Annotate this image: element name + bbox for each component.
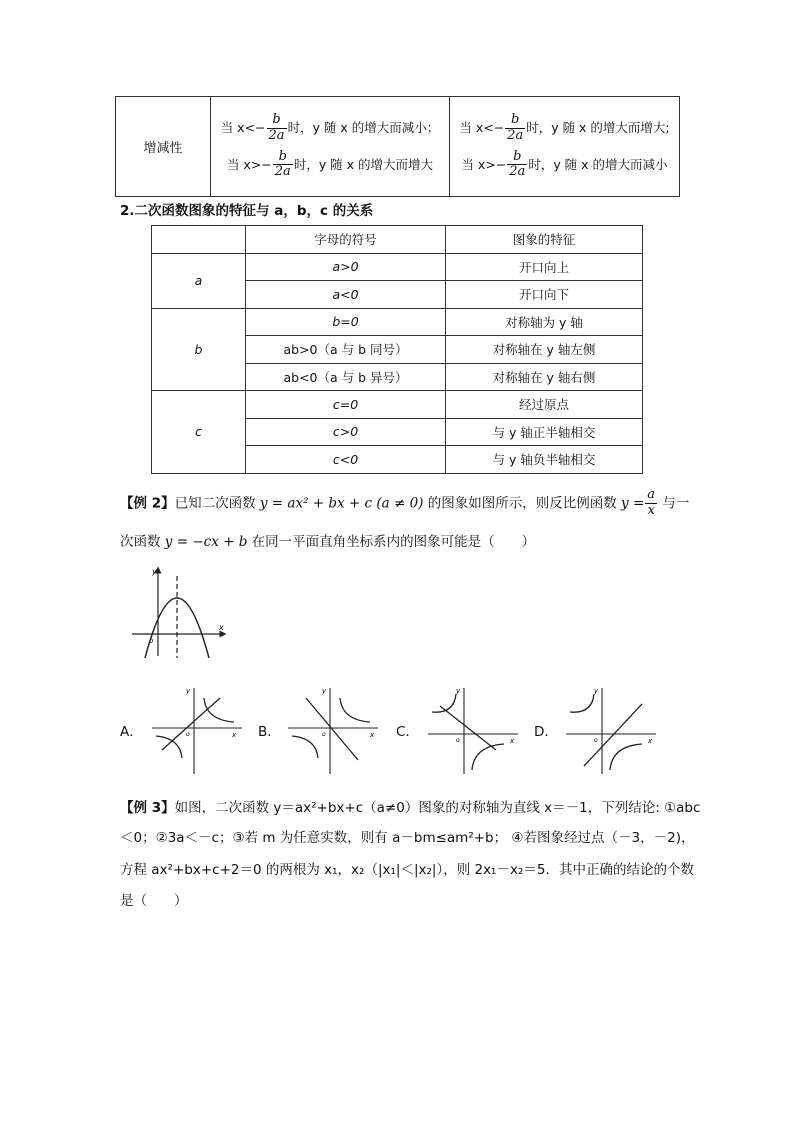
- option-b-graph[interactable]: [284, 684, 380, 776]
- quadratic-equation: y = ax² + bx + c (a ≠ 0): [259, 495, 424, 512]
- example3-tag: 【例 3】: [120, 800, 175, 816]
- y-label: y: [322, 687, 327, 695]
- x-label: x: [370, 731, 375, 739]
- letter-a: a: [152, 253, 246, 308]
- sign-cell: a>0: [246, 253, 446, 281]
- right-line2: 当 x>− $\frac{b}{2a}$ 时，y 随 x 的增大而减小: [461, 148, 668, 180]
- header-feature: 图象的特征: [446, 226, 643, 254]
- letter-c: c: [152, 391, 246, 474]
- example2-line2: 次函数 y = −cx + b 在同一平面直角坐标系内的图象可能是（ ）: [120, 534, 536, 550]
- table-header-row: [152, 226, 643, 254]
- origin-label: o: [456, 737, 460, 744]
- parabola-figure: [128, 566, 228, 658]
- example3-line3: 方程 ax²+bx+c+2＝0 的两根为 x₁，x₂（|x₁|＜|x₂|），则 2x₁－x₂＝5．其中正确的结论的个数: [120, 862, 694, 878]
- option-a-label[interactable]: A．: [120, 724, 143, 740]
- x-label: x: [232, 731, 237, 739]
- y-label: y: [152, 567, 157, 576]
- feature-cell: 开口向上: [446, 253, 643, 281]
- x-label: x: [219, 623, 224, 632]
- feature-cell: 经过原点: [446, 391, 643, 419]
- example3-line4: 是（ ）: [120, 893, 188, 909]
- option-d-graph[interactable]: [562, 684, 658, 776]
- header-blank: [152, 226, 246, 254]
- option-c-graph[interactable]: [424, 684, 520, 776]
- option-c-label[interactable]: C．: [396, 724, 419, 740]
- origin-label: o: [186, 731, 190, 738]
- line: [306, 698, 358, 760]
- feature-cell: 开口向下: [446, 281, 643, 309]
- line: [584, 704, 642, 766]
- hyperbola-branch-2: [156, 736, 182, 758]
- x-label: x: [648, 737, 653, 745]
- sign-cell: ab>0（a 与 b 同号）: [246, 336, 446, 364]
- feature-cell: 对称轴在 y 轴右侧: [446, 363, 643, 391]
- sign-cell: c=0: [246, 391, 446, 419]
- hyperbola-branch-2: [472, 744, 504, 770]
- hyperbola-branch-2: [610, 744, 642, 770]
- monotonicity-table: [115, 96, 680, 197]
- option-b-label[interactable]: B．: [258, 724, 281, 740]
- hyperbola-branch-1: [570, 694, 594, 712]
- section2-title: 2.二次函数图象的特征与 a，b，c 的关系: [120, 203, 374, 219]
- sign-cell: b=0: [246, 308, 446, 336]
- hyperbola-branch-2: [292, 736, 318, 758]
- feature-cell: 与 y 轴负半轴相交: [446, 446, 643, 474]
- line: [162, 698, 220, 750]
- letter-b: b: [152, 308, 246, 391]
- option-a-graph[interactable]: [148, 684, 244, 776]
- right-cell: [450, 97, 680, 197]
- example3-line1: 【例 3】如图，二次函数 y＝ax²+bx+c（a≠0）图象的对称轴为直线 x＝－1，下列结论: ①abc: [120, 800, 701, 816]
- feature-cell: 与 y 轴正半轴相交: [446, 418, 643, 446]
- sign-cell: c>0: [246, 418, 446, 446]
- origin-label: o: [322, 731, 326, 738]
- table-row: [152, 391, 643, 419]
- table-row: [152, 308, 643, 336]
- x-label: x: [510, 737, 515, 745]
- y-label: y: [456, 687, 461, 695]
- example3-line2: ＜0；②3a＜－c；③若 m 为任意实数，则有 a－bm≤am²+b； ④若图象经过点（－3，－2)，: [120, 830, 695, 846]
- hyperbola-branch-1: [204, 698, 234, 722]
- example2-line1: 【例 2】已知二次函数 y = ax² + bx + c (a ≠ 0) 的图象如图所示，则反比例函数 y = $\frac{a}{x}$ 与一: [120, 487, 690, 518]
- left-cell: [211, 97, 450, 197]
- feature-cell: 对称轴为 y 轴: [446, 308, 643, 336]
- table-row: [152, 253, 643, 281]
- y-label: y: [594, 687, 599, 695]
- sign-cell: c<0: [246, 446, 446, 474]
- header-sign: 字母的符号: [246, 226, 446, 254]
- option-d-label[interactable]: D．: [534, 724, 558, 740]
- row-label: 增减性: [116, 97, 211, 197]
- abc-features-table: [151, 225, 643, 474]
- y-label: y: [186, 687, 191, 695]
- left-line1: 当 x<− $\frac{b}{2a}$ 时，y 随 x 的增大而减小；: [220, 111, 440, 143]
- left-line2: 当 x>− $\frac{b}{2a}$ 时，y 随 x 的增大而增大: [226, 148, 434, 180]
- example2-tag: 【例 2】: [120, 495, 175, 512]
- sign-cell: ab<0（a 与 b 异号）: [246, 363, 446, 391]
- hyperbola-branch-1: [340, 698, 370, 722]
- origin-label: o: [149, 637, 154, 645]
- line: [440, 706, 496, 750]
- linear-equation: y = −cx + b: [164, 534, 248, 550]
- origin-label: o: [594, 737, 598, 744]
- right-line1: 当 x<− $\frac{b}{2a}$ 时，y 随 x 的增大而增大;: [459, 111, 670, 143]
- sign-cell: a<0: [246, 281, 446, 309]
- feature-cell: 对称轴在 y 轴左侧: [446, 336, 643, 364]
